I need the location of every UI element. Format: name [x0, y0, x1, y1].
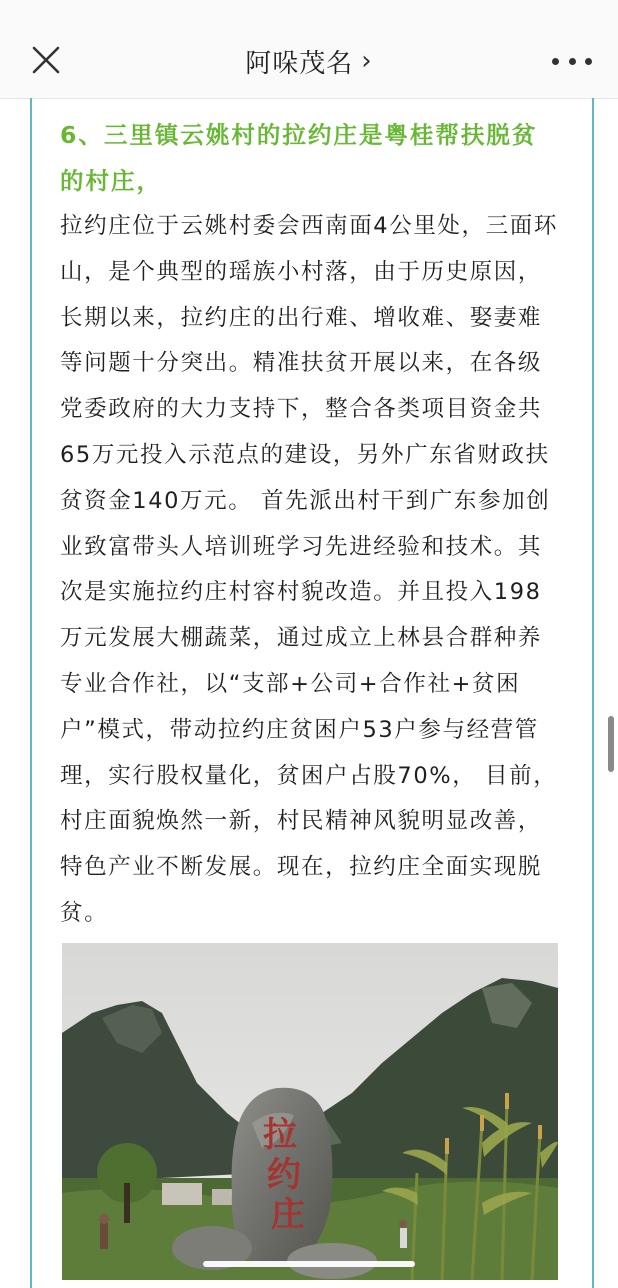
article-paragraph: 拉约庄位于云姚村委会西南面4公里处，三面环山，是个典型的瑶族小村落，由于历史原因，长期以来，拉约庄的出行难、增收难、娶妻难等问题十分突出。精准扶贫开展以来，在各级党委政府的大力支持下，整合各类项目资金共65万元投入示范点的建设，另外广东省财政扶贫资金140万元。 首先派出村干到广东参加创业致富带头人培训班学习先进经验和技术。其次是实施拉约庄村容村貌改造。并且投入198万元发展大棚蔬菜，通过成立上林县合群种养专业合作社，以“支部+公司+合作社+贫困户”模式，带动拉约庄贫困户53户参与经营管理，实行股权量化，贫困户占股70%， 目前，村庄面貌焕然一新，村民精神风貌明显改善，特色产业不断发展。现在，拉约庄全面实现脱贫。 — [60, 213, 558, 926]
top-navigation-bar — [0, 0, 618, 99]
section-heading: 6、三里镇云姚村的拉约庄是粤桂帮扶脱贫的村庄， — [60, 121, 538, 195]
village-photo-image — [62, 943, 558, 1280]
account-title-link[interactable] — [0, 40, 618, 82]
village-photo[interactable] — [62, 943, 558, 1280]
more-options-button[interactable] — [552, 46, 592, 76]
article-content — [60, 112, 560, 937]
stone-char-3: 庄 — [271, 1195, 305, 1235]
scrollbar-thumb[interactable] — [608, 716, 614, 772]
stone-char-1: 拉 — [263, 1115, 297, 1155]
stone-char-2: 约 — [267, 1155, 301, 1195]
home-indicator[interactable] — [203, 1261, 415, 1267]
chevron-right-icon: › — [361, 46, 373, 76]
account-title: 阿哚茂名 — [245, 48, 354, 79]
more-dots-icon — [552, 58, 559, 65]
